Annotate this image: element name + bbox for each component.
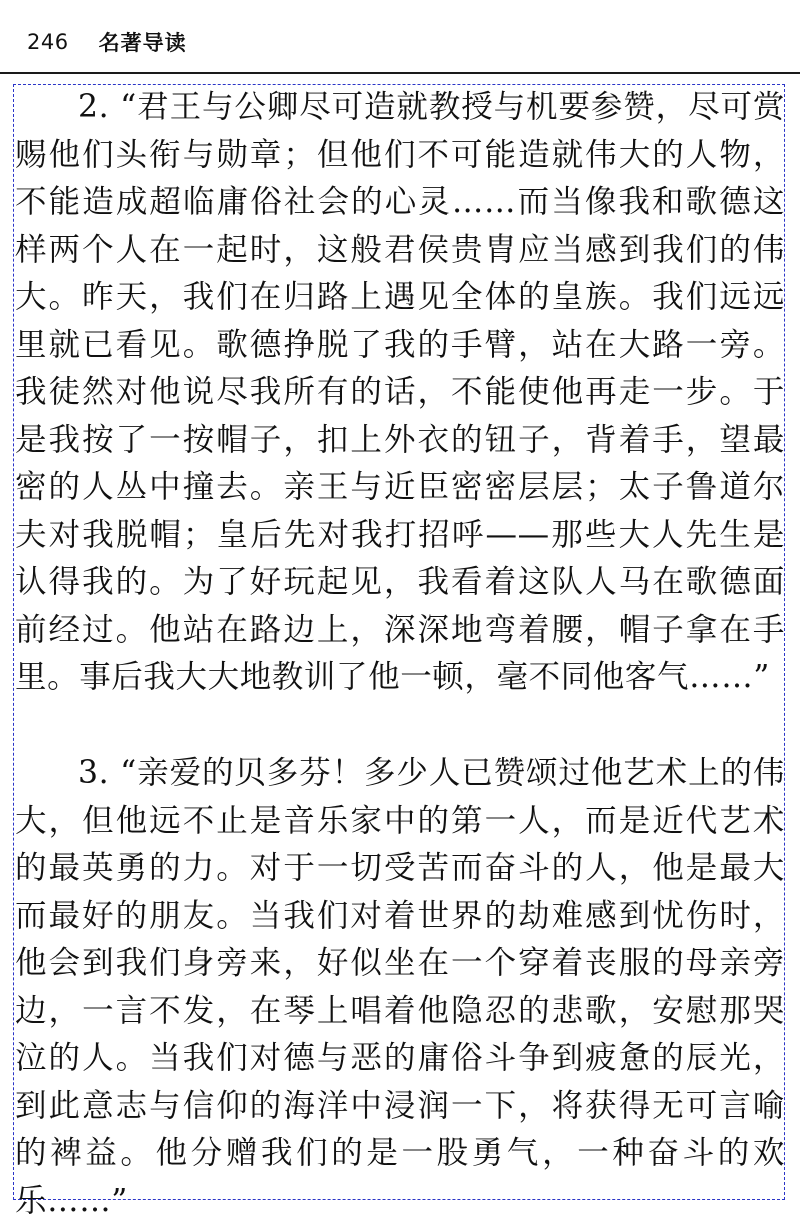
header-divider (0, 72, 800, 74)
page-number: 246 (27, 30, 69, 54)
page-header (27, 22, 187, 62)
book-title: 名著导读 (98, 31, 187, 55)
paragraph-2: 2. “君王与公卿尽可造就教授与机要参赞，尽可赏赐他们头衔与勋章；但他们不可能造就伟大的人物，不能造成超临庸俗社会的心灵……而当像我和歌德这样两个人在一起时，这般君侯贵胄应当感到我们的伟大。昨天，我们在归路上遇见全体的皇族。我们远远里就已看见。歌德挣脱了我的手臂，站在大路一旁。我徒然对他说尽我所有的话，不能使他再走一步。于是我按了一按帽子，扣上外衣的钮子，背着手，望最密的人丛中撞去。亲王与近臣密密层层；太子鲁道尔夫对我脱帽；皇后先对我打招呼——那些大人先生是认得我的。为了好玩起见，我看着这队人马在歌德面前经过。他站在路边上，深深地弯着腰，帽子拿在手里。事后我大大地教训了他一顿，毫不同他客气……” (15, 89, 785, 695)
paragraph-3: 3. “亲爱的贝多芬！多少人已赞颂过他艺术上的伟大，但他远不止是音乐家中的第一人，而是近代艺术的最英勇的力。对于一切受苦而奋斗的人，他是最大而最好的朋友。当我们对着世界的劫难感到忧伤时，他会到我们身旁来，好似坐在一个穿着丧服的母亲旁边，一言不发，在琴上唱着他隐忍的悲歌，安慰那哭泣的人。当我们对德与恶的庸俗斗争到疲惫的辰光，到此意志与信仰的海洋中浸润一下，将获得无可言喻的裨益。他分赠我们的是一股勇气，一种奋斗的欢乐……” (15, 755, 785, 1219)
